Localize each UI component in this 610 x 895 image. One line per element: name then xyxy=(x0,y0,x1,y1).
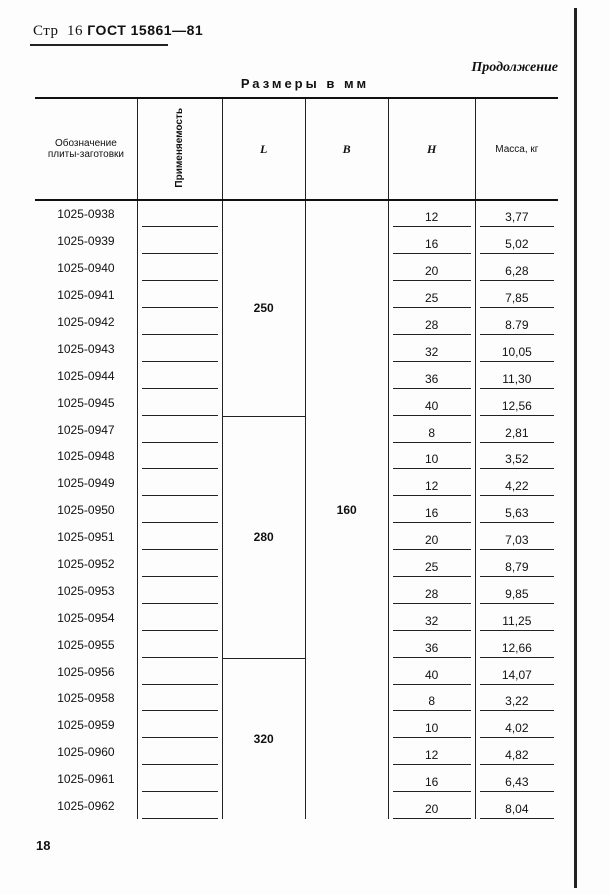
designation-cell: 1025-0948 xyxy=(57,449,115,464)
mass-cell: 4,02 xyxy=(475,712,558,739)
applicability-cell xyxy=(137,685,222,712)
B-cell: 160 xyxy=(305,200,388,819)
designation-cell: 1025-0951 xyxy=(57,530,115,545)
H-cell: 12 xyxy=(388,739,475,766)
table-row xyxy=(35,200,558,228)
applicability-cell xyxy=(137,577,222,604)
applicability-cell xyxy=(137,282,222,309)
dimensions-caption: Размеры в мм xyxy=(240,76,370,91)
designation-cell: 1025-0953 xyxy=(57,583,115,598)
L-group-cell: 250 xyxy=(222,200,305,416)
H-cell: 28 xyxy=(388,577,475,604)
H-cell: 20 xyxy=(388,524,475,551)
col-applicability: Применяемость xyxy=(137,98,222,200)
mass-cell: 11,25 xyxy=(475,604,558,631)
mass-cell: 2,81 xyxy=(475,416,558,443)
H-cell: 16 xyxy=(388,228,475,255)
mass-cell: 11,30 xyxy=(475,362,558,389)
applicability-cell xyxy=(137,309,222,336)
H-cell: 32 xyxy=(388,335,475,362)
designation-cell: 1025-0942 xyxy=(57,315,115,329)
table-row xyxy=(35,416,558,443)
applicability-cell xyxy=(137,766,222,793)
L-group-cell: 280 xyxy=(222,416,305,658)
designation-cell: 1025-0959 xyxy=(57,718,115,733)
designation-cell: 1025-0938 xyxy=(57,207,115,222)
mass-cell: 9,85 xyxy=(475,577,558,604)
table-header-row xyxy=(35,98,558,200)
mass-cell: 14,07 xyxy=(475,658,558,685)
applicability-cell xyxy=(137,524,222,551)
mass-cell: 12,66 xyxy=(475,631,558,658)
running-header xyxy=(33,22,203,40)
applicability-cell xyxy=(137,443,222,470)
H-cell: 32 xyxy=(388,604,475,631)
designation-cell: 1025-0954 xyxy=(57,610,115,625)
mass-cell: 6,43 xyxy=(475,766,558,793)
applicability-cell xyxy=(137,200,222,228)
H-cell: 10 xyxy=(388,443,475,470)
applicability-cell xyxy=(137,658,222,685)
H-cell: 10 xyxy=(388,712,475,739)
H-cell: 40 xyxy=(388,389,475,416)
applicability-cell xyxy=(137,712,222,739)
designation-cell: 1025-0944 xyxy=(57,368,115,383)
designation-cell: 1025-0950 xyxy=(57,503,115,518)
mass-cell: 8,79 xyxy=(475,551,558,578)
applicability-cell xyxy=(137,362,222,389)
mass-cell: 4,22 xyxy=(475,470,558,497)
H-cell: 20 xyxy=(388,793,475,820)
applicability-cell xyxy=(137,551,222,578)
applicability-cell xyxy=(137,497,222,524)
designation-cell: 1025-0960 xyxy=(57,745,115,760)
page-prefix: Стр xyxy=(33,23,59,39)
mass-cell: 12,56 xyxy=(475,389,558,416)
applicability-cell xyxy=(137,793,222,820)
H-cell: 8 xyxy=(388,685,475,712)
L-group-cell: 320 xyxy=(222,658,305,819)
page-number: 18 xyxy=(36,838,51,853)
mass-cell: 8,04 xyxy=(475,793,558,820)
col-B: B xyxy=(305,98,388,200)
designation-cell: 1025-0956 xyxy=(57,664,115,679)
applicability-cell xyxy=(137,470,222,497)
designation-cell: 1025-0958 xyxy=(57,691,115,706)
designation-cell: 1025-0955 xyxy=(57,637,115,652)
H-cell: 16 xyxy=(388,497,475,524)
designation-cell: 1025-0939 xyxy=(57,234,115,249)
designation-cell: 1025-0947 xyxy=(57,422,115,437)
mass-cell: 3,77 xyxy=(475,200,558,228)
mass-cell: 7,03 xyxy=(475,524,558,551)
plates-table xyxy=(35,97,558,819)
mass-cell: 7,85 xyxy=(475,282,558,309)
mass-cell: 4,82 xyxy=(475,739,558,766)
col-H: H xyxy=(388,98,475,200)
H-cell: 12 xyxy=(388,200,475,228)
H-cell: 28 xyxy=(388,309,475,336)
scan-edge-line xyxy=(574,8,577,888)
applicability-cell xyxy=(137,416,222,443)
mass-cell: 10,05 xyxy=(475,335,558,362)
designation-cell: 1025-0943 xyxy=(57,341,115,356)
H-cell: 36 xyxy=(388,362,475,389)
H-cell: 16 xyxy=(388,766,475,793)
H-cell: 40 xyxy=(388,658,475,685)
table-body xyxy=(35,200,558,819)
table-row xyxy=(35,658,558,685)
H-cell: 25 xyxy=(388,282,475,309)
designation-cell: 1025-0952 xyxy=(57,557,115,572)
applicability-cell xyxy=(137,631,222,658)
H-cell: 8 xyxy=(388,416,475,443)
standard-number: ГОСТ 15861—81 xyxy=(87,22,204,38)
H-cell: 20 xyxy=(388,255,475,282)
designation-cell: 1025-0941 xyxy=(57,288,115,303)
mass-cell: 8.79 xyxy=(475,309,558,336)
col-designation: Обозначение плиты-заготовки xyxy=(35,98,137,200)
mass-cell: 5,02 xyxy=(475,228,558,255)
applicability-cell xyxy=(137,255,222,282)
continuation-label: Продолжение xyxy=(471,60,558,75)
applicability-cell xyxy=(137,739,222,766)
H-cell: 36 xyxy=(388,631,475,658)
designation-cell: 1025-0962 xyxy=(57,799,115,814)
mass-cell: 3,22 xyxy=(475,685,558,712)
mass-cell: 6,28 xyxy=(475,255,558,282)
H-cell: 25 xyxy=(388,551,475,578)
applicability-cell xyxy=(137,389,222,416)
designation-cell: 1025-0945 xyxy=(57,395,115,410)
page-no: 16 xyxy=(67,23,84,39)
designation-cell: 1025-0940 xyxy=(57,261,115,276)
designation-cell: 1025-0949 xyxy=(57,476,115,491)
designation-cell: 1025-0961 xyxy=(57,772,115,787)
mass-cell: 5,63 xyxy=(475,497,558,524)
applicability-cell xyxy=(137,335,222,362)
mass-cell: 3,52 xyxy=(475,443,558,470)
header-rule xyxy=(30,44,168,46)
applicability-cell xyxy=(137,228,222,255)
applicability-cell xyxy=(137,604,222,631)
col-mass: Масса, кг xyxy=(475,98,558,200)
col-L: L xyxy=(222,98,305,200)
H-cell: 12 xyxy=(388,470,475,497)
